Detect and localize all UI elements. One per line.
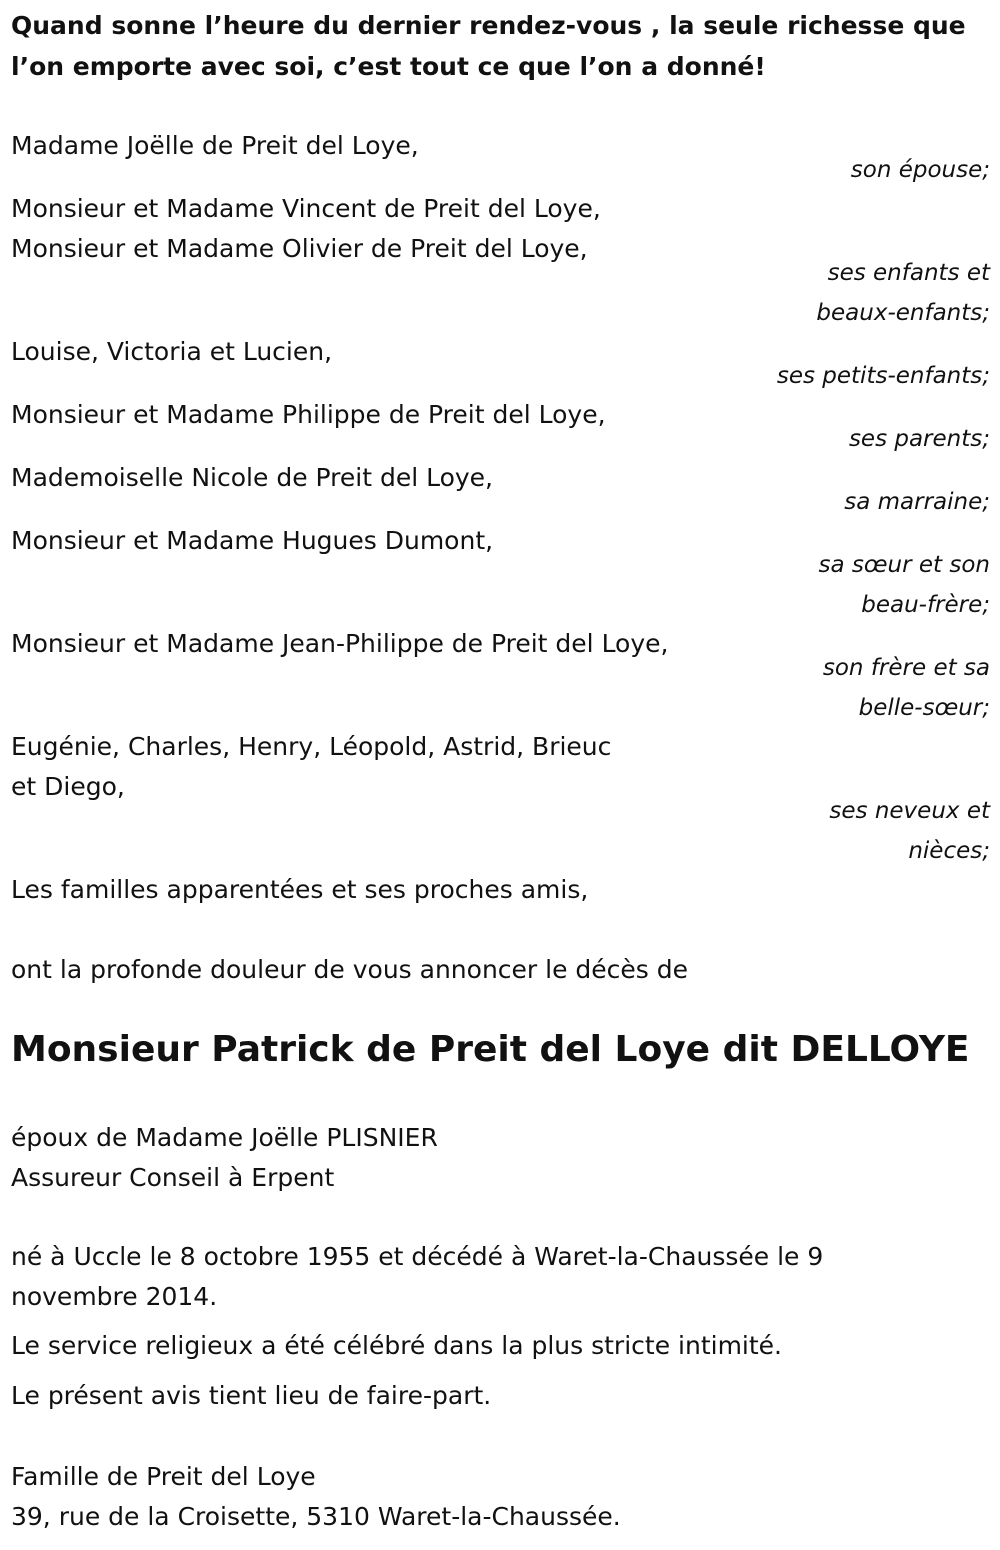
relation-line: ses petits-enfants;	[776, 363, 990, 389]
family-name-line: Monsieur et Madame Hugues Dumont,	[11, 526, 494, 555]
family-name-line: Mademoiselle Nicole de Preit del Loye,	[11, 463, 494, 492]
relation-line: sa sœur et son	[818, 552, 990, 578]
family-name-line: Louise, Victoria et Lucien,	[11, 337, 333, 366]
announcement-text: ont la profonde douleur de vous annoncer le décès de	[11, 955, 689, 984]
notice-line: Le présent avis tient lieu de faire-part.	[11, 1381, 492, 1410]
relation-line: belle-sœur;	[858, 695, 990, 721]
family-name-line: Monsieur et Madame Philippe de Preit del Loye,	[11, 400, 606, 429]
opening-quote	[11, 5, 981, 87]
spouse-line: époux de Madame Joëlle PLISNIER	[11, 1123, 438, 1152]
family-name-line: Monsieur et Madame Jean-Philippe de Preit del Loye,	[11, 629, 669, 658]
family-name-line: Madame Joëlle de Preit del Loye,	[11, 131, 419, 160]
occupation-line: Assureur Conseil à Erpent	[11, 1163, 335, 1192]
quote-line: Quand sonne l’heure du dernier rendez-vous , la seule richesse que	[11, 11, 966, 40]
relation-line: nièces;	[908, 838, 990, 864]
relation-line: ses enfants et	[827, 260, 990, 286]
birth-death-line: né à Uccle le 8 octobre 1955 et décédé à Waret-la-Chaussée le 9	[11, 1242, 824, 1271]
relation-line: sa marraine;	[844, 489, 990, 515]
service-line: Le service religieux a été célébré dans la plus stricte intimité.	[11, 1331, 782, 1360]
family-name-line: Monsieur et Madame Vincent de Preit del Loye,	[11, 194, 601, 223]
family-signature: Famille de Preit del Loye	[11, 1462, 316, 1491]
family-name-line: et Diego,	[11, 772, 125, 801]
family-name-line: Monsieur et Madame Olivier de Preit del Loye,	[11, 234, 588, 263]
family-address: 39, rue de la Croisette, 5310 Waret-la-Chaussée.	[11, 1502, 621, 1531]
family-name-line: Eugénie, Charles, Henry, Léopold, Astrid, Brieuc	[11, 732, 612, 761]
relation-line: beau-frère;	[861, 592, 990, 618]
relation-line: beaux-enfants;	[816, 300, 990, 326]
birth-death-line: novembre 2014.	[11, 1282, 218, 1311]
deceased-name: Monsieur Patrick de Preit del Loye dit DELLOYE	[11, 1029, 970, 1070]
relation-line: ses neveux et	[829, 798, 990, 824]
family-name-line: Les familles apparentées et ses proches amis,	[11, 875, 589, 904]
relation-line: ses parents;	[848, 426, 990, 452]
relation-line: son frère et sa	[822, 655, 990, 681]
quote-line: l’on emporte avec soi, c’est tout ce que l’on a donné!	[11, 52, 766, 81]
relation-line: son épouse;	[850, 157, 990, 183]
